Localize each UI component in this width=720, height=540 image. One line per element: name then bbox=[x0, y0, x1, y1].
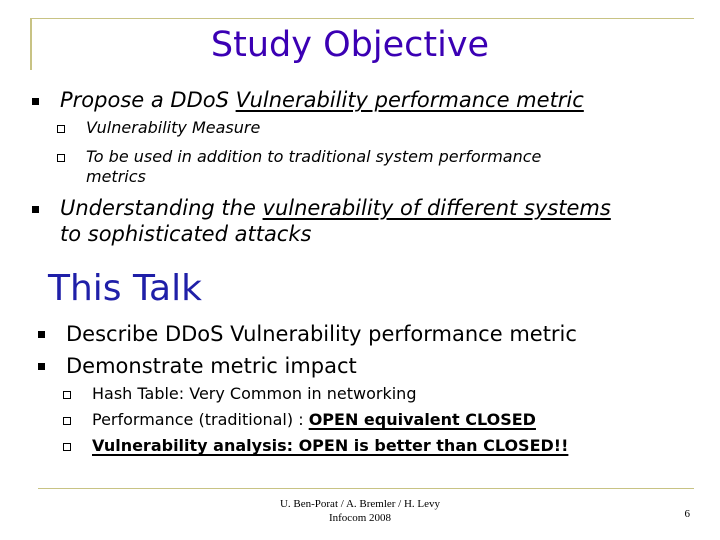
sub-bullet-text: Performance (traditional) : bbox=[92, 410, 309, 429]
bullet-square-icon bbox=[38, 331, 45, 338]
bullet-hollow-square-icon bbox=[57, 125, 65, 133]
frame-top-line bbox=[30, 18, 694, 19]
talk-bullet-1: Describe DDoS Vulnerability performance metric bbox=[66, 322, 577, 346]
bullet-square-icon bbox=[38, 363, 45, 370]
objective-sub-bullet-1: Vulnerability Measure bbox=[86, 118, 261, 137]
bullet-hollow-square-icon bbox=[63, 417, 71, 425]
slide-title: Study Objective bbox=[210, 25, 490, 65]
underlined-text: Vulnerability performance metric bbox=[235, 88, 584, 112]
footer-venue: Infocom 2008 bbox=[328, 512, 391, 524]
bullet-hollow-square-icon bbox=[63, 443, 71, 451]
bullet-text: Understanding the bbox=[60, 196, 263, 220]
underlined-text: OPEN equivalent CLOSED bbox=[308, 410, 536, 429]
bullet-text: Propose a DDoS bbox=[60, 88, 236, 112]
objective-bullet-1 bbox=[60, 87, 584, 113]
talk-bullet-2: Demonstrate metric impact bbox=[66, 354, 357, 378]
talk-sub-bullet-3 bbox=[92, 436, 568, 455]
underlined-text: vulnerability of different systems bbox=[262, 196, 611, 220]
objective-sub-bullet-2-cont: metrics bbox=[86, 167, 146, 186]
objective-sub-bullet-2: To be used in addition to traditional system performance bbox=[86, 147, 542, 166]
objective-bullet-2 bbox=[60, 195, 611, 221]
bullet-square-icon bbox=[32, 206, 39, 213]
objective-bullet-2-cont: to sophisticated attacks bbox=[60, 222, 312, 246]
bullet-hollow-square-icon bbox=[57, 154, 65, 162]
page-number: 6 bbox=[684, 508, 690, 520]
bullet-hollow-square-icon bbox=[63, 391, 71, 399]
footer-authors: U. Ben-Porat / A. Bremler / H. Levy bbox=[279, 498, 441, 510]
underlined-text: Vulnerability analysis: OPEN is better than CLOSED!! bbox=[92, 436, 569, 455]
bullet-square-icon bbox=[32, 98, 39, 105]
talk-sub-bullet-2 bbox=[92, 410, 536, 429]
section-title: This Talk bbox=[48, 268, 202, 309]
footer-line bbox=[38, 488, 694, 489]
talk-sub-bullet-1: Hash Table: Very Common in networking bbox=[92, 384, 417, 403]
